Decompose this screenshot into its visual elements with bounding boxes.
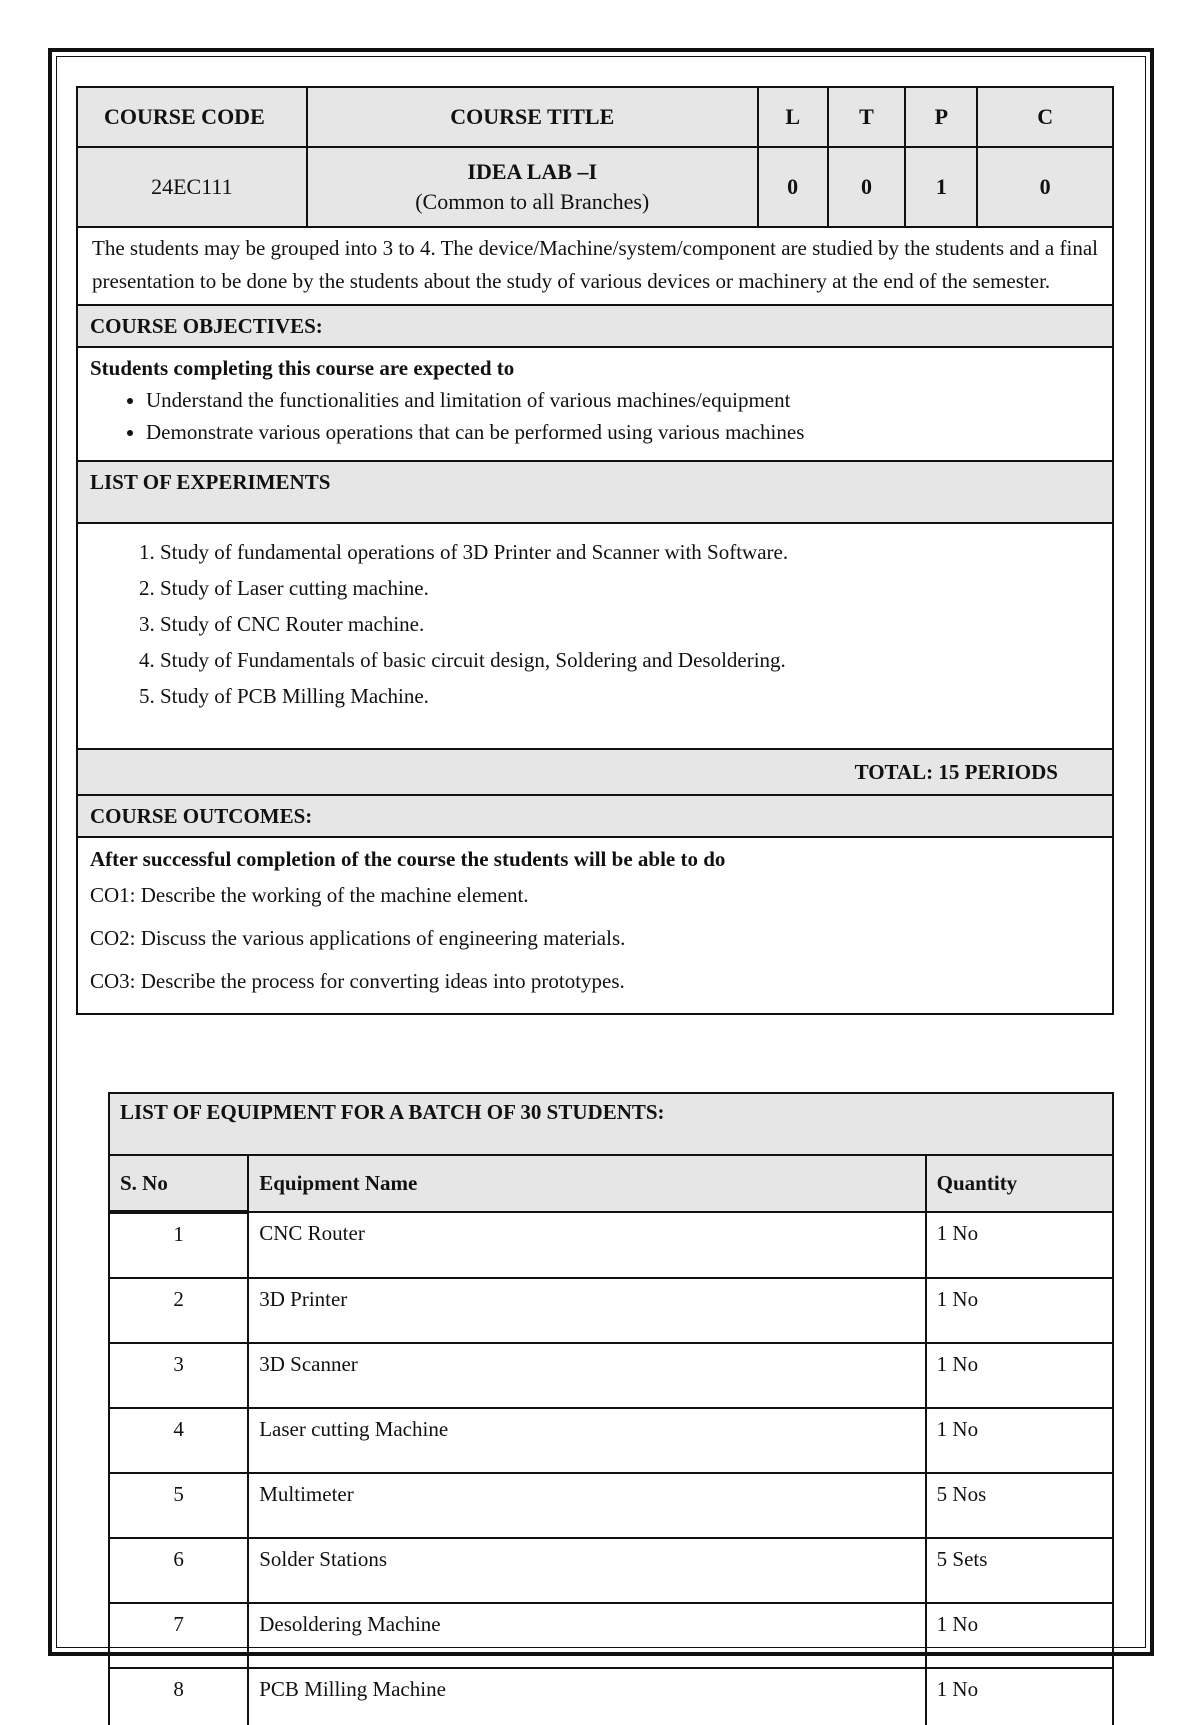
practical-header: P: [905, 87, 977, 147]
sno-cell: 5: [109, 1473, 248, 1538]
outcomes-title: COURSE OUTCOMES:: [77, 795, 1113, 837]
practical-value: 1: [905, 147, 977, 227]
list-item: 3. Study of CNC Router machine.: [160, 606, 1100, 642]
table-row: [109, 1343, 1113, 1408]
course-title-text: IDEA LAB –I: [467, 159, 598, 184]
list-item: • Demonstrate various operations that can be performed using various machines: [146, 416, 1100, 448]
quantity-cell: 1 No: [926, 1408, 1113, 1473]
table-row: [109, 1408, 1113, 1473]
course-header-row: [77, 87, 1113, 147]
quantity-cell: 1 No: [926, 1278, 1113, 1343]
outcome-item: CO1: Describe the working of the machine element.: [90, 883, 529, 907]
experiments-list: [90, 534, 1100, 714]
quantity-cell: 1 No: [926, 1603, 1113, 1668]
quantity-cell: 5 Sets: [926, 1538, 1113, 1603]
outcomes-body: [77, 837, 1113, 1014]
table-row: [109, 1538, 1113, 1603]
course-table: [76, 86, 1114, 1015]
lecture-header: L: [758, 87, 828, 147]
quantity-cell: 1 No: [926, 1212, 1113, 1278]
outcome-item: CO3: Describe the process for converting ideas into prototypes.: [90, 969, 625, 993]
objectives-lead: Students completing this course are expected to: [90, 356, 515, 380]
equipment-name-cell: Solder Stations: [248, 1538, 925, 1603]
list-item: 4. Study of Fundamentals of basic circuit design, Soldering and Desoldering.: [160, 642, 1100, 678]
outcome-item: CO2: Discuss the various applications of engineering materials.: [90, 926, 626, 950]
objectives-title: COURSE OBJECTIVES:: [77, 305, 1113, 347]
list-item: 5. Study of PCB Milling Machine.: [160, 678, 1100, 714]
equipment-name-cell: CNC Router: [248, 1212, 925, 1278]
sno-cell: 1: [109, 1212, 248, 1278]
equipment-table: [108, 1092, 1114, 1725]
equipment-name-cell: Multimeter: [248, 1473, 925, 1538]
sno-cell: 3: [109, 1343, 248, 1408]
sno-cell: 4: [109, 1408, 248, 1473]
sno-cell: 2: [109, 1278, 248, 1343]
experiments-title: LIST OF EXPERIMENTS: [77, 461, 1113, 523]
credit-header: C: [977, 87, 1113, 147]
list-item: 1. Study of fundamental operations of 3D Printer and Scanner with Software.: [160, 534, 1100, 570]
table-row: [109, 1278, 1113, 1343]
course-values-row: [77, 147, 1113, 227]
lecture-value: 0: [758, 147, 828, 227]
credit-value: 0: [977, 147, 1113, 227]
list-item: 2. Study of Laser cutting machine.: [160, 570, 1100, 606]
experiments-body: [77, 523, 1113, 749]
outcomes-lead: After successful completion of the course the students will be able to do: [90, 847, 726, 871]
list-item: • Understand the functionalities and limitation of various machines/equipment: [146, 384, 1100, 416]
quantity-cell: 1 No: [926, 1343, 1113, 1408]
objectives-body: [77, 347, 1113, 461]
course-code-value: 24EC111: [77, 147, 307, 227]
sno-cell: 8: [109, 1668, 248, 1725]
equipment-name-cell: Laser cutting Machine: [248, 1408, 925, 1473]
course-title-header: COURSE TITLE: [307, 87, 758, 147]
quantity-cell: 5 Nos: [926, 1473, 1113, 1538]
sno-cell: 7: [109, 1603, 248, 1668]
equipment-name-cell: 3D Printer: [248, 1278, 925, 1343]
equipment-name-cell: PCB Milling Machine: [248, 1668, 925, 1725]
course-code-header: COURSE CODE: [77, 87, 307, 147]
course-title-value: [307, 147, 758, 227]
equipment-name-cell: Desoldering Machine: [248, 1603, 925, 1668]
equipment-name-cell: 3D Scanner: [248, 1343, 925, 1408]
objectives-list: [90, 384, 1100, 448]
equipment-name-header: Equipment Name: [248, 1155, 925, 1212]
course-subtitle-text: (Common to all Branches): [415, 189, 650, 214]
tutorial-value: 0: [828, 147, 906, 227]
equipment-title: LIST OF EQUIPMENT FOR A BATCH OF 30 STUDENTS:: [109, 1093, 1113, 1155]
course-description: The students may be grouped into 3 to 4. The device/Machine/system/component are studied by the students and a final presentation to be done by the students about the study of various devices or machinery at the end of the semester.: [77, 227, 1113, 305]
table-row: [109, 1473, 1113, 1538]
total-periods: TOTAL: 15 PERIODS: [77, 749, 1113, 795]
sno-cell: 6: [109, 1538, 248, 1603]
equipment-header-row: [109, 1155, 1113, 1212]
sno-header: S. No: [109, 1155, 248, 1212]
table-row: [109, 1668, 1113, 1725]
tutorial-header: T: [828, 87, 906, 147]
table-row: [109, 1212, 1113, 1278]
table-row: [109, 1603, 1113, 1668]
quantity-header: Quantity: [926, 1155, 1113, 1212]
quantity-cell: 1 No: [926, 1668, 1113, 1725]
